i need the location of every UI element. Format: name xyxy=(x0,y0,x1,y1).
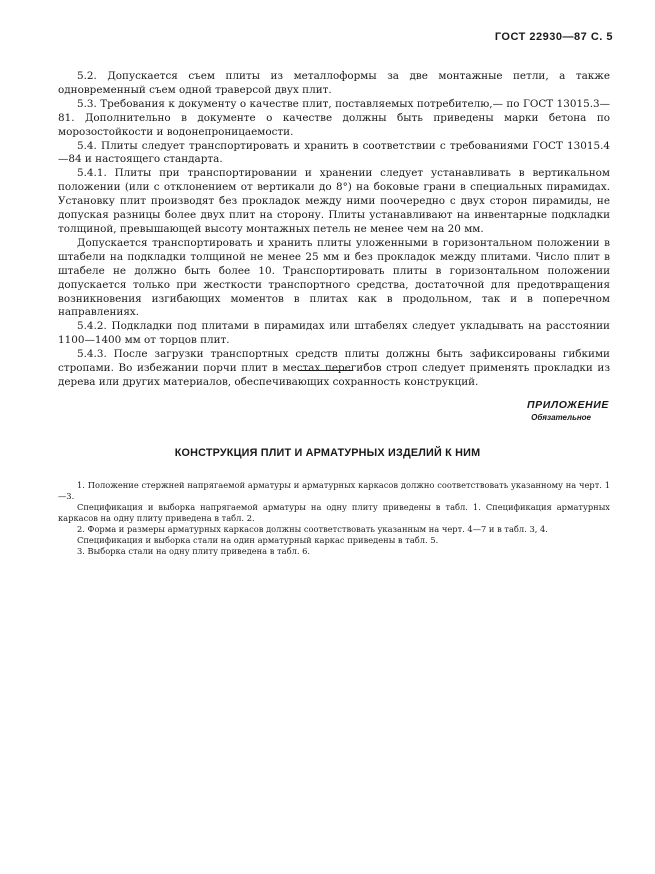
paragraph-horizontal-storage: Допускается транспортировать и хранить плиты уложенными в горизонтальном положении в штабели на подкладки толщиной не менее 25 мм и без прокладок между плитами. Число плит в штабеле не должно быть более 10. Транспортировать плиты в горизонтальном положении допускается только при жесткости транспортного средства, достаточной для предотвращения возникновения изгибающих моментов в плитах как в продольном, так и в поперечном направлениях. xyxy=(58,236,610,319)
section-divider xyxy=(298,370,352,371)
appendix-item-2: 2. Форма и размеры арматурных каркасов должны соответствовать указанным на черт. 4—7 и в табл. 3, 4. xyxy=(77,524,548,534)
paragraph-5-4-1: 5.4.1. Плиты при транспортировании и хранении следует устанавливать в вертикальном положении (или с отклонением от вертикали до 8°) на боковые грани в специальных пирамидах. Установку плит производят без прокладок между ними поочередно с двух сторон пирамиды, не допуская разницы более двух плит на сторону. Плиты устанавливают на инвентарные подкладки толщиной, превышающей высоту монтажных петель не менее чем на 20 мм. xyxy=(58,167,610,235)
appendix-title: КОНСТРУКЦИЯ ПЛИТ И АРМАТУРНЫХ ИЗДЕЛИЙ К НИМ xyxy=(174,447,481,459)
appendix-item-1: 1. Положение стержней напрягаемой арматуры и арматурных каркасов должно соответствовать указанному на черт. 1—3. xyxy=(58,480,610,501)
appendix-label-block xyxy=(527,399,609,422)
appendix-item-1-spec: Спецификация и выборка напрягаемой арматуры на одну плиту приведены в табл. 1. Спецификация арматурных каркасов на одну плиту приведена в табл. 2. xyxy=(58,502,610,523)
paragraph-5-4: 5.4. Плиты следует транспортировать и хранить в соответствии с требованиями ГОСТ 13015.4—84 и настоящего стандарта. xyxy=(58,139,610,166)
appendix-status: Обязательное xyxy=(531,413,591,422)
appendix-item-2-spec: Спецификация и выборка стали на один арматурный каркас приведены в табл. 5. xyxy=(77,535,439,545)
paragraph-5-4-3: 5.4.3. После загрузки транспортных средств плиты должны быть зафиксированы гибкими стропами. Во избежании порчи плит в местах перегибов строп следует применять прокладки из дерева или других материалов, обеспечивающих сохранность конструкций. xyxy=(58,348,610,388)
paragraph-5-4-2: 5.4.2. Подкладки под плитами в пирамидах или штабелях следует укладывать на расстоянии 1100—1400 мм от торцов плит. xyxy=(58,320,610,347)
appendix-body-text xyxy=(58,480,610,557)
paragraph-5-3: 5.3. Требования к документу о качестве плит, поставляемых потребителю,— по ГОСТ 13015.3—81. Дополнительно в документе о качестве должны быть приведены марки бетона по морозостойкости и водонепроницаемости. xyxy=(58,97,610,138)
appendix-label: ПРИЛОЖЕНИЕ xyxy=(527,399,609,411)
main-body-text xyxy=(58,70,610,390)
paragraph-5-2: 5.2. Допускается съем плиты из металлоформы за две монтажные петли, а также одновременный съем одной траверсой двух плит. xyxy=(58,70,610,96)
appendix-item-3: 3. Выборка стали на одну плиту приведена в табл. 6. xyxy=(77,546,311,556)
page-header-doc-ref: ГОСТ 22930—87 С. 5 xyxy=(494,31,613,43)
